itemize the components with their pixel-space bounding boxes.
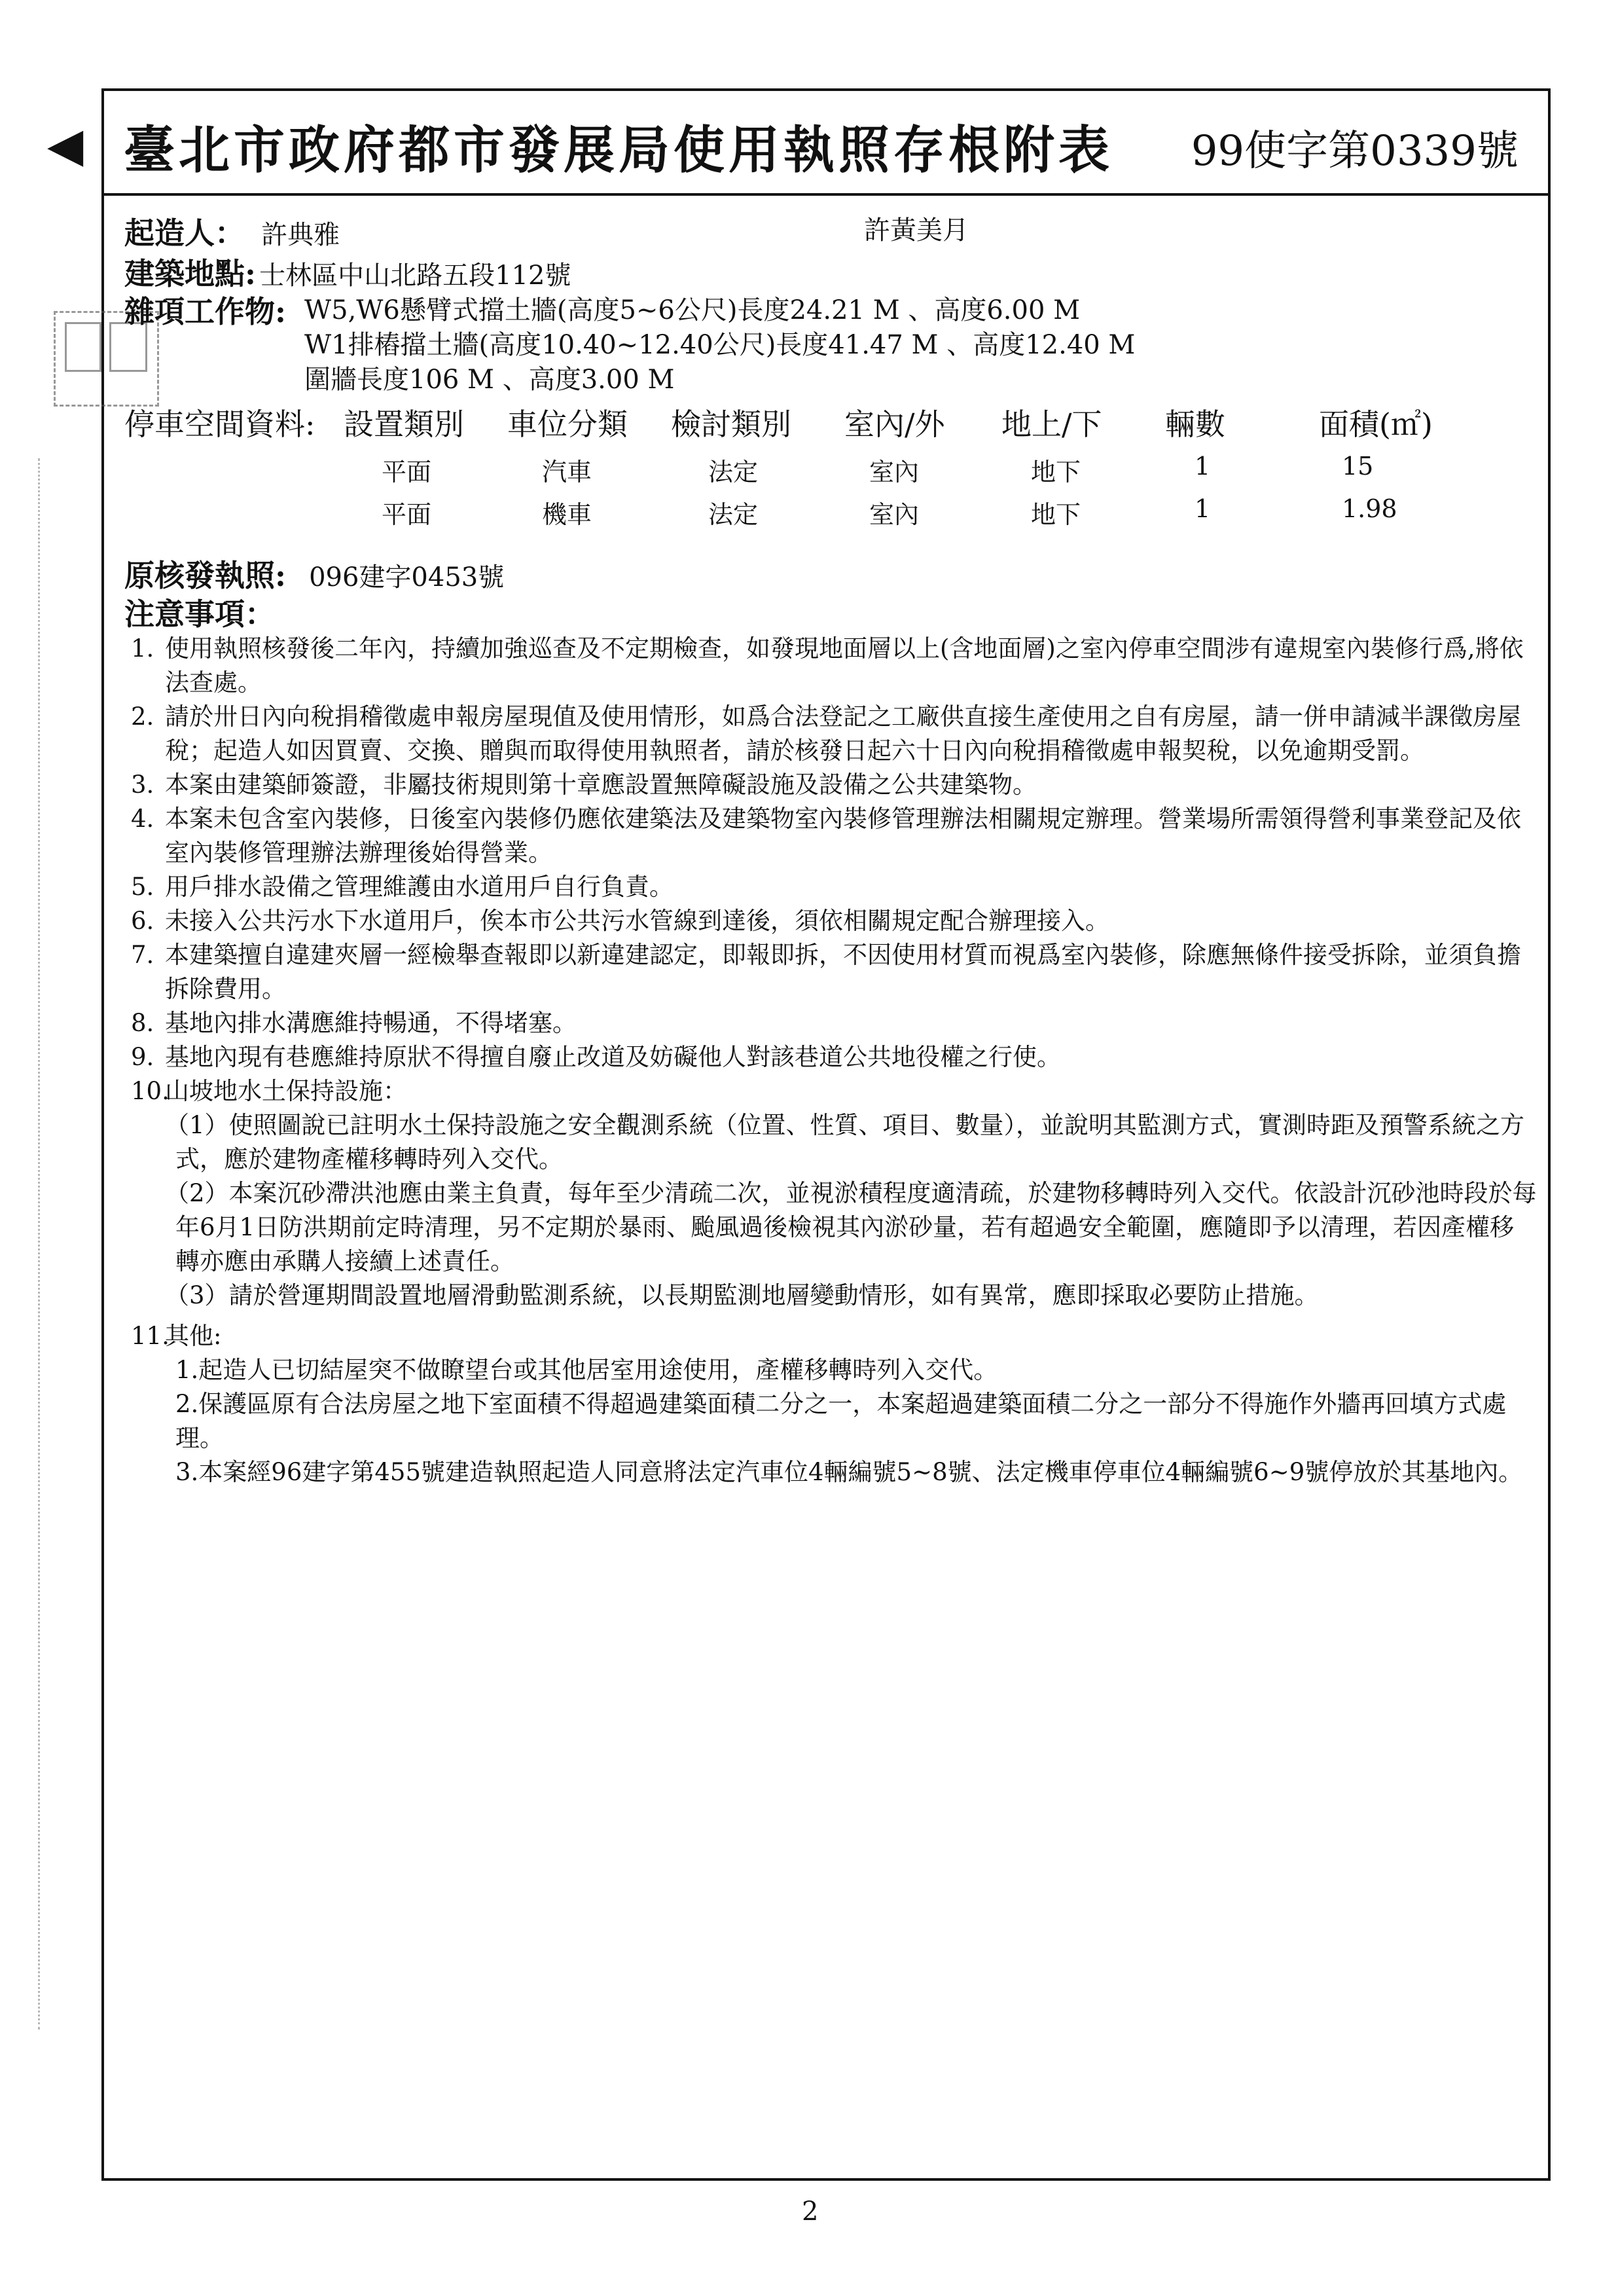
permit-number: 99使字第0339號 — [1191, 127, 1519, 175]
location-value: 士林區中山北路五段112號 — [259, 261, 571, 291]
note-item — [131, 802, 1538, 870]
note-number: 9. — [131, 1043, 154, 1071]
note-text: 本建築擅自違建夾層一經檢舉查報即以新違建認定，即報即拆，不因使用材質而視爲室內裝修，除應無條件接受拆除，並須負擔拆除費用。 — [165, 941, 1521, 1003]
note-number: 5. — [131, 873, 154, 901]
misc-work-line-2: W1排樁擋土牆(高度10.40~12.40公尺)長度41.47 M 、高度12.40 M — [304, 330, 1136, 360]
note-text: 基地內現有巷應維持原狀不得擅自廢止改道及妨礙他人對該巷道公共地役權之行使。 — [165, 1043, 1061, 1071]
parking-cell: 法定 — [708, 500, 759, 529]
note-number: 2. — [131, 702, 154, 731]
location-row — [124, 250, 571, 293]
builder-name-1: 許典雅 — [261, 220, 340, 250]
parking-header-type: 設置類別 — [344, 407, 464, 442]
note-subitem: 3.本案經96建字第455號建造執照起造人同意將法定汽車位4輛編號5~8號、法定機車停車位4輛編號6~9號停放於其基地內。 — [175, 1458, 1523, 1486]
notes-title: 注意事項： — [124, 596, 275, 632]
note-text: 基地內排水溝應維持暢通，不得堵塞。 — [165, 1009, 577, 1037]
misc-works-row — [124, 288, 286, 331]
note-number: 10. — [131, 1077, 170, 1105]
parking-header-review: 檢討類別 — [671, 407, 791, 442]
note-item — [131, 1319, 1538, 1353]
parking-header-level: 地上/下 — [1001, 407, 1102, 442]
misc-work-line-1: W5,W6懸臂式擋土牆(高度5~6公尺)長度24.21 M 、高度6.00 M — [304, 295, 1081, 325]
parking-cell: 地下 — [1031, 500, 1081, 529]
note-item — [131, 1006, 1538, 1040]
binding-margin-dots — [38, 458, 43, 2030]
builders-row — [124, 210, 340, 253]
note-text: 本案未包含室內裝修，日後室內裝修仍應依建築法及建築物室內裝修管理辦法相關規定辦理。營業場所需領得營利事業登記及依室內裝修管理辦法辦理後始得營業。 — [165, 805, 1521, 867]
parking-cell: 1 — [1195, 452, 1211, 481]
note-number: 6. — [131, 907, 154, 935]
notes-list — [131, 632, 1538, 1489]
parking-cell: 法定 — [708, 458, 759, 486]
parking-label: 停車空間資料: — [124, 407, 315, 442]
note-number: 1. — [131, 634, 154, 663]
note-text: 其他: — [165, 1322, 222, 1350]
note-number: 3. — [131, 771, 154, 799]
note-text: 請於卅日內向稅捐稽徵處申報房屋現值及使用情形，如爲合法登記之工廠供直接生產使用之自有房屋，請一併申請減半課徵房屋稅；起造人如因買賣、交換、贈與而取得使用執照者，請於核發日起六十日內向稅捐稽徵處申報契稅，以免逾期受罰。 — [165, 702, 1521, 765]
note-text: 本案由建築師簽證，非屬技術規則第十章應設置無障礙設施及設備之公共建築物。 — [165, 771, 1037, 799]
note-item — [131, 938, 1538, 1006]
parking-cell: 地下 — [1031, 458, 1081, 486]
note-subitem: （3）請於營運期間設置地層滑動監測系統，以長期監測地層變動情形，如有異常，應即採取必要防止措施。 — [165, 1281, 1319, 1309]
parking-cell: 平面 — [382, 500, 432, 529]
builder-name-2: 許黃美月 — [864, 215, 969, 246]
location-label: 建築地點: — [124, 256, 256, 291]
note-text: 山坡地水土保持設施： — [165, 1077, 407, 1105]
note-item — [131, 632, 1538, 700]
parking-cell: 平面 — [382, 458, 432, 486]
note-subitem: （2）本案沉砂滯洪池應由業主負責，每年至少清疏二次，並視淤積程度適清疏，於建物移轉時列入交代。依設計沉砂池時段於每年6月1日防洪期前定時清理，另不定期於暴雨、颱風過後檢視其內淤砂量，若有超過安全範圍，應隨即予以清理，若因產權移轉亦應由承購人接續上述責任。 — [165, 1179, 1537, 1275]
parking-cell: 機車 — [542, 500, 592, 529]
original-permit-row — [124, 552, 504, 595]
note-text: 未接入公共污水下水道用戶，俟本市公共污水管線到達後，須依相關規定配合辦理接入。 — [165, 907, 1109, 935]
note-number: 4. — [131, 805, 154, 833]
note-item — [131, 904, 1538, 938]
parking-header-count: 輛數 — [1165, 407, 1225, 442]
original-permit-label: 原核發執照: — [124, 558, 286, 593]
note-number: 11. — [131, 1322, 170, 1350]
parking-cell: 1 — [1195, 494, 1211, 523]
title-row — [104, 91, 1548, 196]
margin-arrow-mark: ◀ — [47, 117, 84, 172]
note-item — [131, 1040, 1538, 1074]
note-text: 使用執照核發後二年內，持續加強巡查及不定期檢查，如發現地面層以上(含地面層)之室內停車空間涉有違規室內裝修行爲,將依法查處。 — [165, 634, 1524, 697]
original-permit-value: 096建字0453號 — [309, 562, 505, 592]
parking-cell: 室內 — [869, 500, 920, 529]
parking-header-indoor: 室內/外 — [844, 407, 945, 442]
note-subitem: 1.起造人已切結屋突不做瞭望台或其他居室用途使用，產權移轉時列入交代。 — [175, 1356, 998, 1384]
note-item — [131, 870, 1538, 904]
parking-cell: 汽車 — [542, 458, 592, 486]
note-subitem: 2.保護區原有合法房屋之地下室面積不得超過建築面積二分之一，本案超過建築面積二分之一部分不得施作外牆再回填方式處理。 — [175, 1390, 1507, 1452]
misc-work-line-3: 圍牆長度106 M 、高度3.00 M — [304, 365, 675, 395]
note-number: 7. — [131, 941, 154, 969]
note-item — [131, 1074, 1538, 1108]
misc-works-label: 雜項工作物: — [124, 294, 286, 329]
page-number: 2 — [802, 2196, 819, 2227]
note-item — [131, 768, 1538, 802]
parking-cell: 15 — [1342, 452, 1374, 481]
note-item — [131, 700, 1538, 768]
note-subitem: （1）使照圖說已註明水土保持設施之安全觀測系統（位置、性質、項目、數量），並說明其監測方式，實測時距及預警系統之方式，應於建物產權移轉時列入交代。 — [165, 1111, 1525, 1173]
parking-header-area: 面積(㎡) — [1319, 407, 1433, 442]
note-number: 8. — [131, 1009, 154, 1037]
parking-cell: 室內 — [869, 458, 920, 486]
parking-cell: 1.98 — [1342, 494, 1397, 523]
builders-label: 起造人： — [124, 215, 245, 251]
parking-header-category: 車位分類 — [507, 407, 628, 442]
note-text: 用戶排水設備之管理維護由水道用戶自行負責。 — [165, 873, 674, 901]
document-title: 臺北市政府都市發展局使用執照存根附表 — [124, 120, 1114, 180]
